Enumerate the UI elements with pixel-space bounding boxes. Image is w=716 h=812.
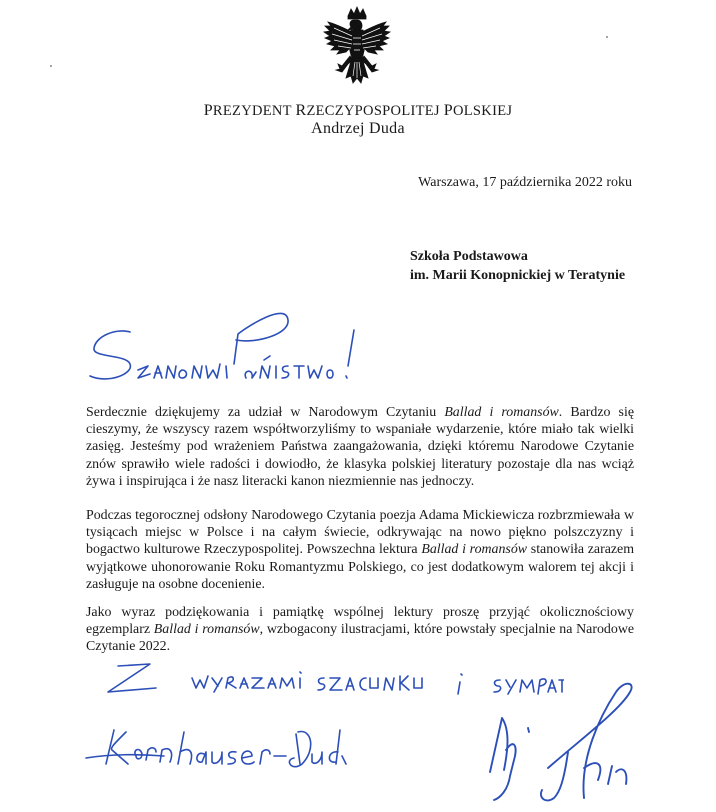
office-title-initial: P bbox=[203, 102, 213, 119]
office-title-initial: R bbox=[295, 102, 307, 119]
office-title-part: ZECZYPOSPOLITEJ bbox=[306, 103, 444, 119]
body-paragraph bbox=[86, 404, 634, 490]
signature-kornhauser-duda bbox=[80, 720, 350, 780]
paragraph-text: , wzbogacony ilustracjami, które powstały specjalnie na Narodowe Czytanie 2022. bbox=[86, 622, 635, 655]
paragraph-text: Jako wyraz podziękowania i pamiątkę wspólnej lektury proszę przyjąć okolicznościowy egzemplarz bbox=[86, 605, 634, 638]
paragraph-text: stanowiła zarazem wyjątkowe uhonorowanie Roku Romantyzmu Polskiego, co jest dodatkowym walorem tej akcji i zasługuje na osobne docenienie. bbox=[86, 542, 635, 592]
office-title-part: REZYDENT bbox=[212, 103, 296, 119]
body-paragraph bbox=[86, 604, 634, 656]
book-title: Ballad i romansów bbox=[421, 542, 528, 558]
paragraph-text: Podczas tegorocznej odsłony Narodowego Czytania poezja Adama Mickiewicza rozbrzmiewała w tysiącach miejsc w Polsce i na całym świecie, odkrywając na nowo piękno polszczyzny i bogactwo kulturowe Rzeczypospolitej. Powszechna lektura bbox=[86, 508, 634, 558]
addressee bbox=[410, 247, 625, 285]
office-title bbox=[0, 102, 716, 120]
signature-right-ink bbox=[480, 680, 650, 807]
body-paragraph bbox=[86, 507, 634, 593]
office-title-initial: P bbox=[443, 102, 453, 119]
addressee-line: Szkoła Podstawowa bbox=[410, 249, 528, 264]
office-title-part: OLSKIEJ bbox=[453, 103, 513, 119]
scan-speck bbox=[50, 65, 52, 67]
book-title: Ballad i romansów bbox=[153, 622, 260, 638]
signature-left-ink bbox=[80, 720, 350, 780]
paragraph-text: . Bardzo się cieszymy, że wszyscy razem współtworzyliśmy to wspaniałe wydarzenie, które miało tak wielki zasięg. Jesteśmy pod wrażeniem Państwa zaangażowania, dzięki któremu Narodowe Czytanie znów sprawiło wiele radości i dowiodło, że klasyka polskiej literatury pozostaje dla nas wciąż żywa i inspirująca i że nasz literacki kanon niezmiennie nas jednoczy. bbox=[86, 405, 634, 489]
date-line: Warszawa, 17 października 2022 roku bbox=[418, 175, 632, 190]
scan-speck bbox=[606, 36, 608, 38]
salutation-ink bbox=[86, 300, 366, 392]
handwritten-salutation bbox=[86, 300, 366, 392]
paragraph-text: Serdecznie dziękujemy za udział w Narodowym Czytaniu bbox=[86, 405, 445, 420]
addressee-line: im. Marii Konopnickiej w Teratynie bbox=[410, 268, 626, 283]
sender-name: Andrzej Duda bbox=[311, 120, 405, 137]
book-title: Ballad i romansów bbox=[444, 405, 559, 420]
signature-right bbox=[480, 680, 650, 807]
polish-eagle-icon bbox=[322, 6, 392, 88]
